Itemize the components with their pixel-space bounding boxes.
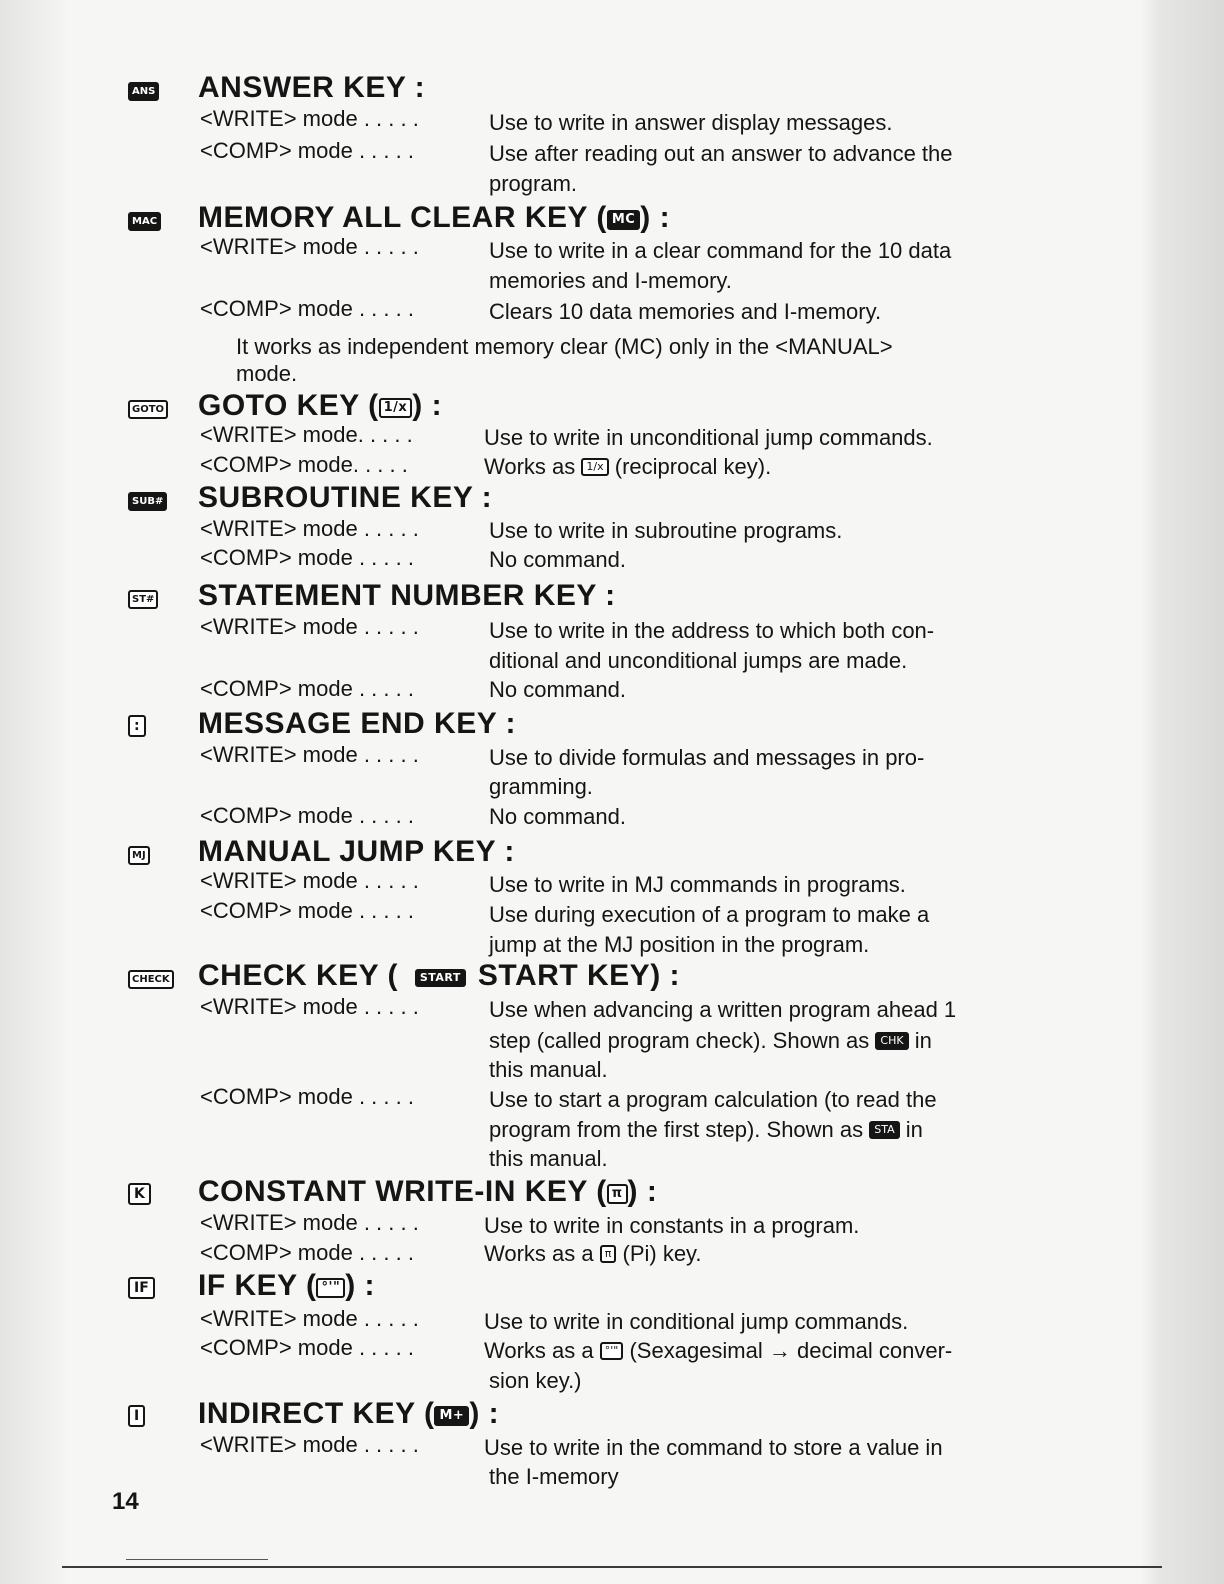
indirect-write-desc: Use to write in the command to store a value in	[484, 1435, 943, 1460]
reciprocal-key-icon: 1/x	[581, 458, 608, 476]
check-key-icon: CHECK	[128, 956, 166, 990]
subroutine-comp-row: <COMP> mode . . . . .	[200, 545, 414, 570]
page-bottom-rule	[62, 1566, 1162, 1568]
check-comp-desc: Use to start a program calculation (to read the	[489, 1087, 937, 1112]
indirect-write-desc-cont: the I-memory	[489, 1464, 619, 1489]
if-key-icon: IF	[128, 1266, 166, 1300]
manual-jump-write-row: <WRITE> mode . . . . .	[200, 868, 419, 893]
manual-jump-comp-row: <COMP> mode . . . . .	[200, 898, 414, 923]
manual-jump-key-heading: MJ MANUAL JUMP KEY :	[128, 832, 515, 869]
mj-key-icon: MJ	[128, 832, 166, 866]
mac-write-desc-cont: memories and I-memory.	[489, 268, 732, 293]
sexagesimal-key-icon: °'"	[316, 1278, 345, 1298]
manual-jump-comp-desc: Use during execution of a program to make a	[489, 902, 930, 927]
pi-key-icon: π	[607, 1184, 628, 1204]
message-end-write-row: <WRITE> mode . . . . .	[200, 742, 419, 767]
indirect-key-heading: I INDIRECT KEY ( M+ ) :	[128, 1394, 499, 1431]
colon-key-icon: :	[128, 704, 166, 738]
check-comp-desc-cont: program from the first step). Shown as STA in	[489, 1117, 923, 1142]
mac-note: It works as independent memory clear (MC) only in the <MANUAL>	[236, 334, 893, 359]
goto-write-row: <WRITE> mode. . . . .	[200, 422, 413, 447]
message-end-comp-row: <COMP> mode . . . . .	[200, 803, 414, 828]
k-key-icon: K	[128, 1172, 166, 1206]
if-comp-row: <COMP> mode . . . . .	[200, 1335, 414, 1360]
statement-comp-desc: No command.	[489, 677, 626, 702]
mac-comp-row: <COMP> mode . . . . .	[200, 296, 414, 321]
if-comp-desc: Works as a °'" (Sexagesimal → decimal conver-	[484, 1338, 953, 1363]
subroutine-write-row: <WRITE> mode . . . . .	[200, 516, 419, 541]
if-write-row: <WRITE> mode . . . . .	[200, 1306, 419, 1331]
message-end-write-desc-cont: gramming.	[489, 774, 593, 799]
manual-jump-comp-desc-cont: jump at the MJ position in the program.	[489, 932, 870, 957]
sta-key-icon: STA	[869, 1121, 899, 1139]
mac-comp-desc: Clears 10 data memories and I-memory.	[489, 299, 882, 324]
message-end-comp-desc: No command.	[489, 804, 626, 829]
statement-number-key-heading: ST# STATEMENT NUMBER KEY :	[128, 576, 616, 613]
mc-key-icon: MC	[607, 210, 640, 230]
if-write-desc: Use to write in conditional jump commands.	[484, 1309, 909, 1334]
answer-write-row: <WRITE> mode . . . . .	[200, 106, 419, 131]
start-key-icon: START	[415, 969, 466, 987]
sub-key-icon: SUB#	[128, 478, 166, 512]
mac-key-icon: MAC	[128, 198, 166, 232]
reciprocal-key-icon: 1/x	[379, 398, 413, 418]
constant-comp-row: <COMP> mode . . . . .	[200, 1240, 414, 1265]
if-comp-desc-cont: sion key.)	[489, 1368, 582, 1393]
st-key-icon: ST#	[128, 576, 166, 610]
pi-key-icon: π	[600, 1245, 617, 1263]
message-end-key-heading: : MESSAGE END KEY :	[128, 704, 516, 741]
m-plus-key-icon: M+	[434, 1406, 469, 1426]
mac-note-cont: mode.	[236, 361, 298, 386]
mac-write-desc: Use to write in a clear command for the 10 data	[489, 238, 952, 263]
i-key-icon: I	[128, 1394, 166, 1428]
check-comp-row: <COMP> mode . . . . .	[200, 1084, 414, 1109]
subroutine-write-desc: Use to write in subroutine programs.	[489, 518, 843, 543]
answer-write-desc: Use to write in answer display messages.	[489, 110, 893, 135]
subroutine-key-heading: SUB# SUBROUTINE KEY :	[128, 478, 492, 515]
goto-comp-row: <COMP> mode. . . . .	[200, 452, 408, 477]
goto-key-heading: GOTO GOTO KEY ( 1/x ) :	[128, 386, 442, 423]
goto-write-desc: Use to write in unconditional jump commands.	[484, 425, 933, 450]
answer-key-heading: ANS ANSWER KEY :	[128, 68, 425, 105]
check-write-row: <WRITE> mode . . . . .	[200, 994, 419, 1019]
message-end-write-desc: Use to divide formulas and messages in pro-	[489, 745, 925, 770]
constant-comp-desc: Works as a π (Pi) key.	[484, 1241, 702, 1266]
mac-write-row: <WRITE> mode . . . . .	[200, 234, 419, 259]
statement-write-row: <WRITE> mode . . . . .	[200, 614, 419, 639]
answer-comp-desc: Use after reading out an answer to advance the	[489, 141, 953, 166]
statement-write-desc: Use to write in the address to which both con-	[489, 618, 935, 643]
manual-jump-write-desc: Use to write in MJ commands in programs.	[489, 872, 906, 897]
constant-write-desc: Use to write in constants in a program.	[484, 1213, 860, 1238]
memory-all-clear-heading: MAC MEMORY ALL CLEAR KEY ( MC ) :	[128, 198, 670, 235]
check-comp-desc-end: this manual.	[489, 1146, 608, 1171]
check-key-heading: CHECK CHECK KEY ( START START KEY) :	[128, 956, 680, 993]
page-edge-mark	[126, 1559, 268, 1560]
sexagesimal-key-icon: °'"	[600, 1342, 624, 1360]
statement-write-desc-cont: ditional and unconditional jumps are made.	[489, 648, 908, 673]
ans-key-icon: ANS	[128, 68, 166, 102]
indirect-write-row: <WRITE> mode . . . . .	[200, 1432, 419, 1457]
check-write-desc: Use when advancing a written program ahead 1	[489, 997, 957, 1022]
answer-comp-desc-cont: program.	[489, 171, 578, 196]
chk-key-icon: CHK	[875, 1032, 908, 1050]
check-write-desc-end: this manual.	[489, 1057, 608, 1082]
goto-key-icon: GOTO	[128, 386, 166, 420]
check-write-desc-cont: step (called program check). Shown as CHK in	[489, 1028, 932, 1053]
constant-write-row: <WRITE> mode . . . . .	[200, 1210, 419, 1235]
page-number: 14	[112, 1488, 139, 1515]
subroutine-comp-desc: No command.	[489, 547, 626, 572]
answer-comp-row: <COMP> mode . . . . .	[200, 138, 414, 163]
constant-write-in-key-heading: K CONSTANT WRITE-IN KEY ( π ) :	[128, 1172, 657, 1209]
statement-comp-row: <COMP> mode . . . . .	[200, 676, 414, 701]
goto-comp-desc: Works as 1/x (reciprocal key).	[484, 454, 772, 479]
if-key-heading: IF IF KEY ( °'" ) :	[128, 1266, 375, 1303]
